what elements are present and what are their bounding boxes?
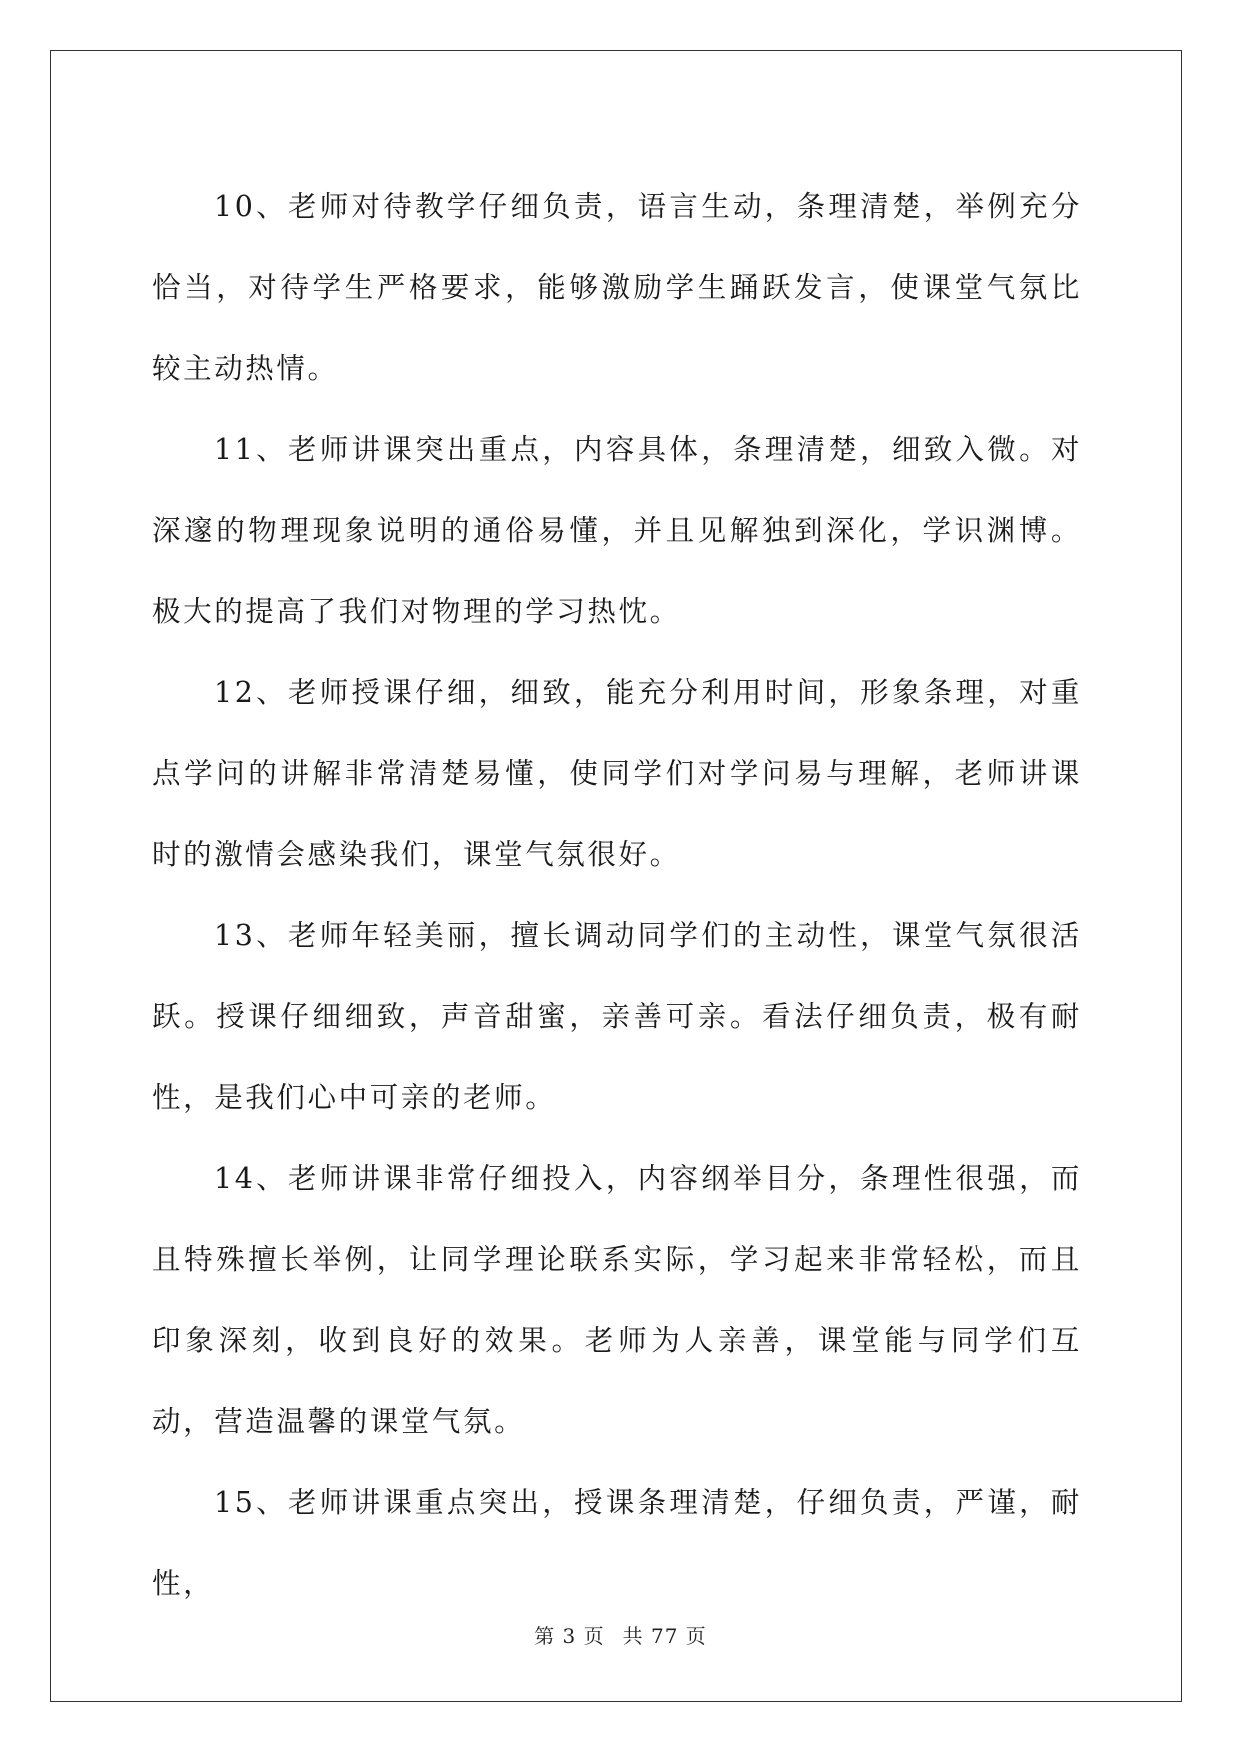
paragraph-11: 11、老师讲课突出重点，内容具体，条理清楚，细致入微。对深邃的物理现象说明的通俗易懂，并且见解独到深化，学识渊博。极大的提高了我们对物理的学习热忱。 [152, 433, 1082, 628]
page-number: 第 3 页 [534, 1624, 605, 1648]
paragraph-14: 14、老师讲课非常仔细投入，内容纲举目分，条理性很强，而且特殊擅长举例，让同学理论联系实际，学习起来非常轻松，而且印象深刻，收到良好的效果。老师为人亲善，课堂能与同学们互动，营造温馨的课堂气氛。 [152, 1162, 1082, 1438]
paragraph-12: 12、老师授课仔细，细致，能充分利用时间，形象条理，对重点学问的讲解非常清楚易懂，使同学们对学问易与理解，老师讲课时的激情会感染我们，课堂气氛很好。 [152, 676, 1082, 871]
paragraph-15: 15、老师讲课重点突出，授课条理清楚，仔细负责，严谨，耐性， [152, 1486, 1082, 1600]
paragraph-10: 10、老师对待教学仔细负责，语言生动，条理清楚，举例充分恰当，对待学生严格要求，能够激励学生踊跃发言，使课堂气氛比较主动热情。 [152, 190, 1082, 385]
page-footer [0, 1620, 1241, 1649]
page-total: 共 77 页 [622, 1624, 707, 1648]
document-body [152, 166, 1082, 1624]
paragraph-13: 13、老师年轻美丽，擅长调动同学们的主动性，课堂气氛很活跃。授课仔细细致，声音甜蜜，亲善可亲。看法仔细负责，极有耐性，是我们心中可亲的老师。 [152, 919, 1082, 1114]
